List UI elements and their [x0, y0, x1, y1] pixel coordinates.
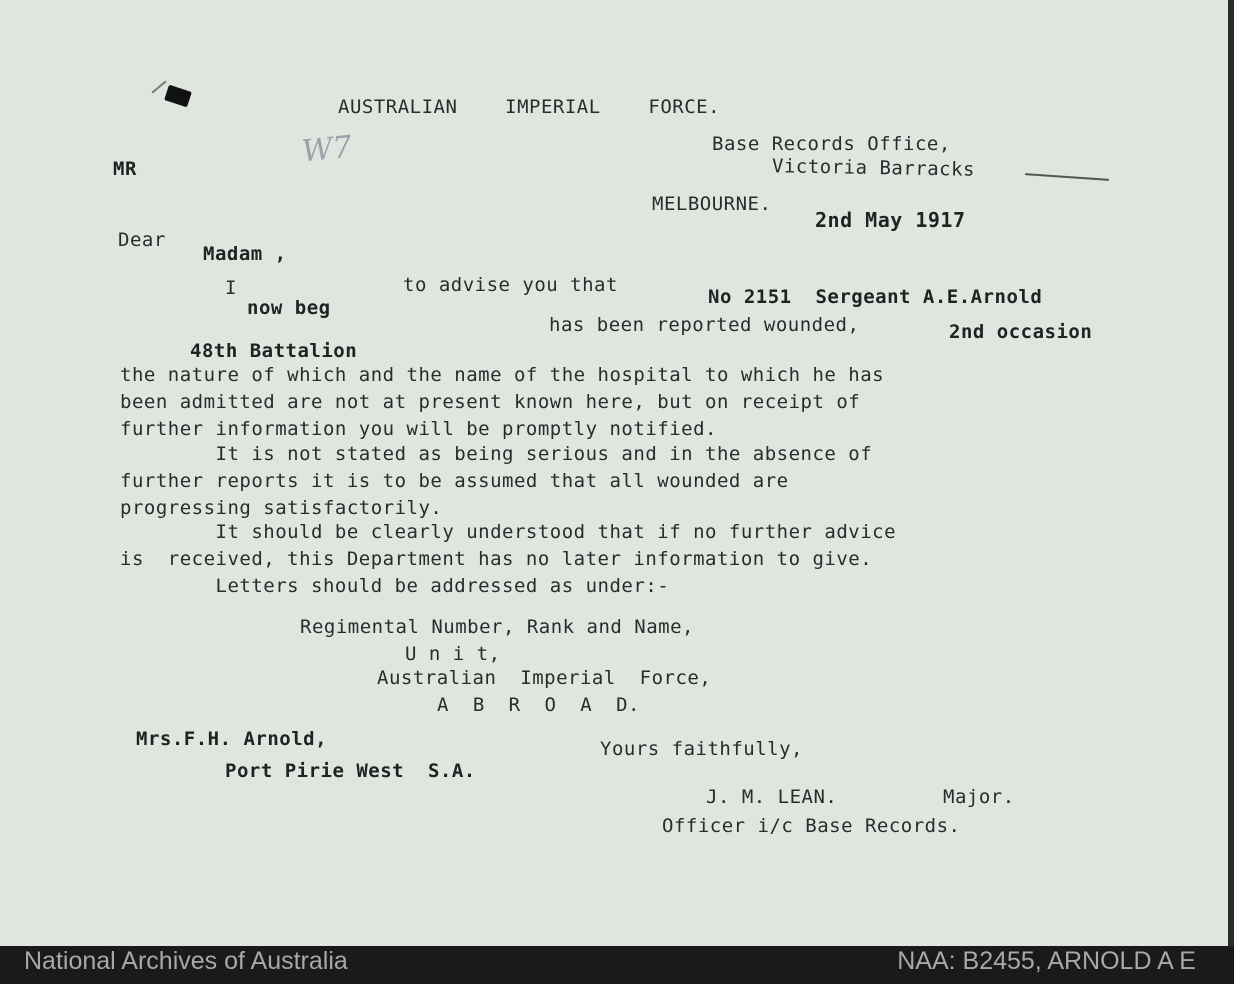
advise-phrase: to advise you that [403, 274, 618, 296]
pronoun-i: I [225, 277, 237, 299]
body-line: progressing satisfactorily. [120, 497, 443, 519]
body-line: further information you will be promptly notified. [120, 418, 717, 440]
occasion: 2nd occasion [949, 321, 1093, 343]
address-format-line: A B R O A D. [437, 694, 640, 716]
archive-reference: NAA: B2455, ARNOLD A E [897, 947, 1196, 975]
recipient-name: Mrs.F.H. Arnold, [136, 728, 328, 750]
letter-date: 2nd May 1917 [815, 208, 966, 232]
office-location: Victoria Barracks [771, 155, 976, 181]
body-line: Letters should be addressed as under:- [120, 575, 670, 597]
address-format-line: Regimental Number, Rank and Name, [300, 616, 694, 638]
signatory-rank: Major. [943, 786, 1015, 808]
signatory-name: J. M. LEAN. [706, 786, 838, 808]
body-line: been admitted are not at present known here, but on receipt of [120, 391, 861, 413]
ink-blot [164, 85, 192, 108]
address-format-line: U n i t, [405, 643, 501, 665]
address-format-line: Australian Imperial Force, [377, 667, 712, 689]
body-line: is received, this Department has no later information to give. [120, 548, 873, 570]
body-line: It is not stated as being serious and in the absence of [120, 443, 873, 465]
salutation-prefix: MR [113, 158, 137, 180]
recipient-place: Port Pirie West S.A. [225, 760, 476, 782]
letterhead-title: AUSTRALIAN IMPERIAL FORCE. [338, 96, 721, 118]
body-line: further reports it is to be assumed that all wounded are [120, 470, 789, 492]
body-line: It should be clearly understood that if no further advice [120, 521, 897, 543]
archive-credit: National Archives of Australia [24, 947, 348, 975]
ink-mark-line [151, 80, 166, 93]
unit-name: 48th Battalion [190, 340, 358, 362]
now-beg: now beg [247, 297, 331, 319]
dear-word: Dear [118, 229, 166, 251]
addressee-title: Madam , [203, 243, 287, 265]
underline-mark [1025, 173, 1109, 181]
reported-phrase: has been reported wounded, [549, 314, 860, 336]
soldier-details: No 2151 Sergeant A.E.Arnold [708, 286, 1043, 308]
office-name: Base Records Office, [712, 133, 951, 155]
handwritten-mark: W7 [300, 129, 354, 170]
body-line: the nature of which and the name of the hospital to which he has [120, 364, 885, 386]
closing: Yours faithfully, [600, 738, 803, 760]
city: MELBOURNE. [652, 193, 772, 215]
signatory-title: Officer i/c Base Records. [662, 815, 961, 837]
